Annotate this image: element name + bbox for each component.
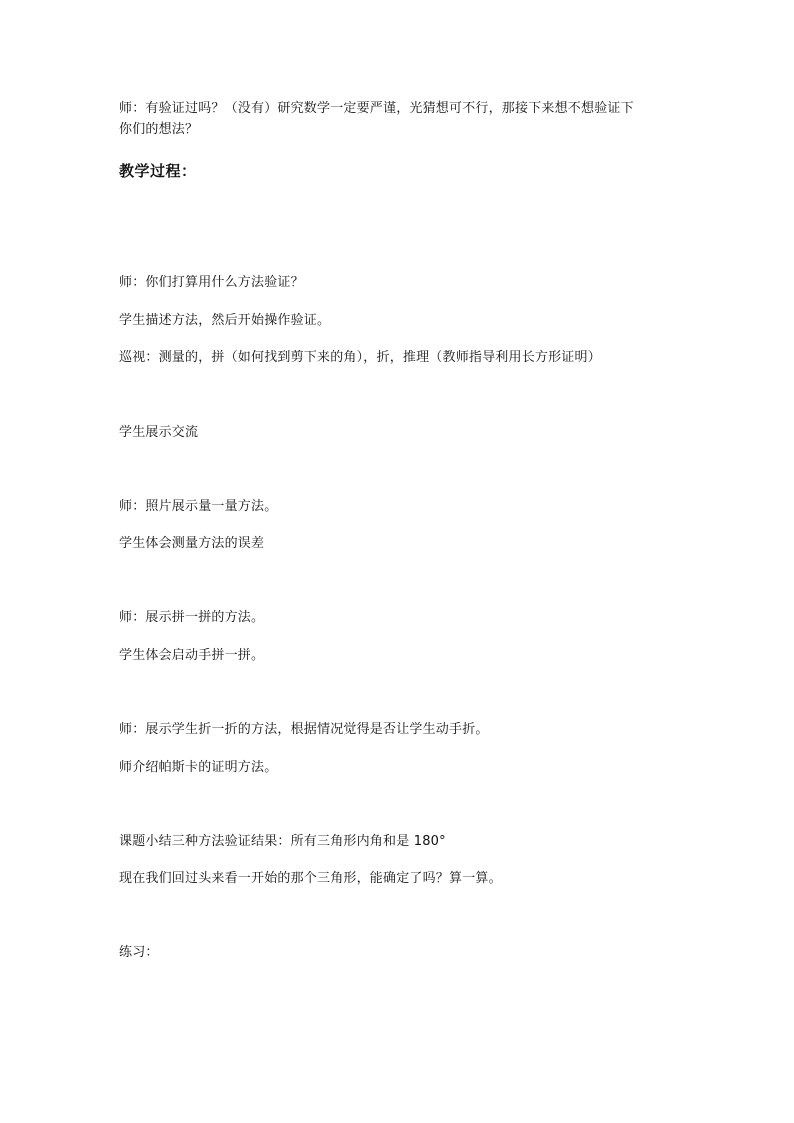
text-line: 学生描述方法，然后开始操作验证。 <box>119 313 331 328</box>
text-line: 学生展示交流 <box>119 425 199 440</box>
intro-line-1: 师：有验证过吗？（没有）研究数学一定要严谨，光猜想可不行，那接下来想不想验证下 <box>119 101 634 116</box>
text-line: 学生体会启动手拼一拼。 <box>119 648 265 663</box>
text-line: 师：照片展示量一量方法。 <box>119 499 278 514</box>
text-line: 师：你们打算用什么方法验证？ <box>119 275 304 290</box>
text-line: 师介绍帕斯卡的证明方法。 <box>119 760 278 775</box>
text-line: 巡视：测量的，拼（如何找到剪下来的角），折，推理（教师指导利用长方形证明） <box>119 350 601 365</box>
text-line: 课题小结三种方法验证结果：所有三角形内角和是 180° <box>119 834 446 849</box>
text-line: 师：展示学生折一折的方法，根据情况觉得是否让学生动手折。 <box>119 722 489 737</box>
intro-paragraph <box>119 98 679 140</box>
text-line: 学生体会测量方法的误差 <box>119 536 265 551</box>
section-heading: 教学过程： <box>119 162 197 180</box>
text-line: 师：展示拼一拼的方法。 <box>119 610 265 625</box>
intro-line-2: 你们的想法？ <box>119 122 199 137</box>
text-line: 现在我们回过头来看一开始的那个三角形，能确定了吗？算一算。 <box>119 871 502 886</box>
text-line: 练习： <box>119 945 159 960</box>
